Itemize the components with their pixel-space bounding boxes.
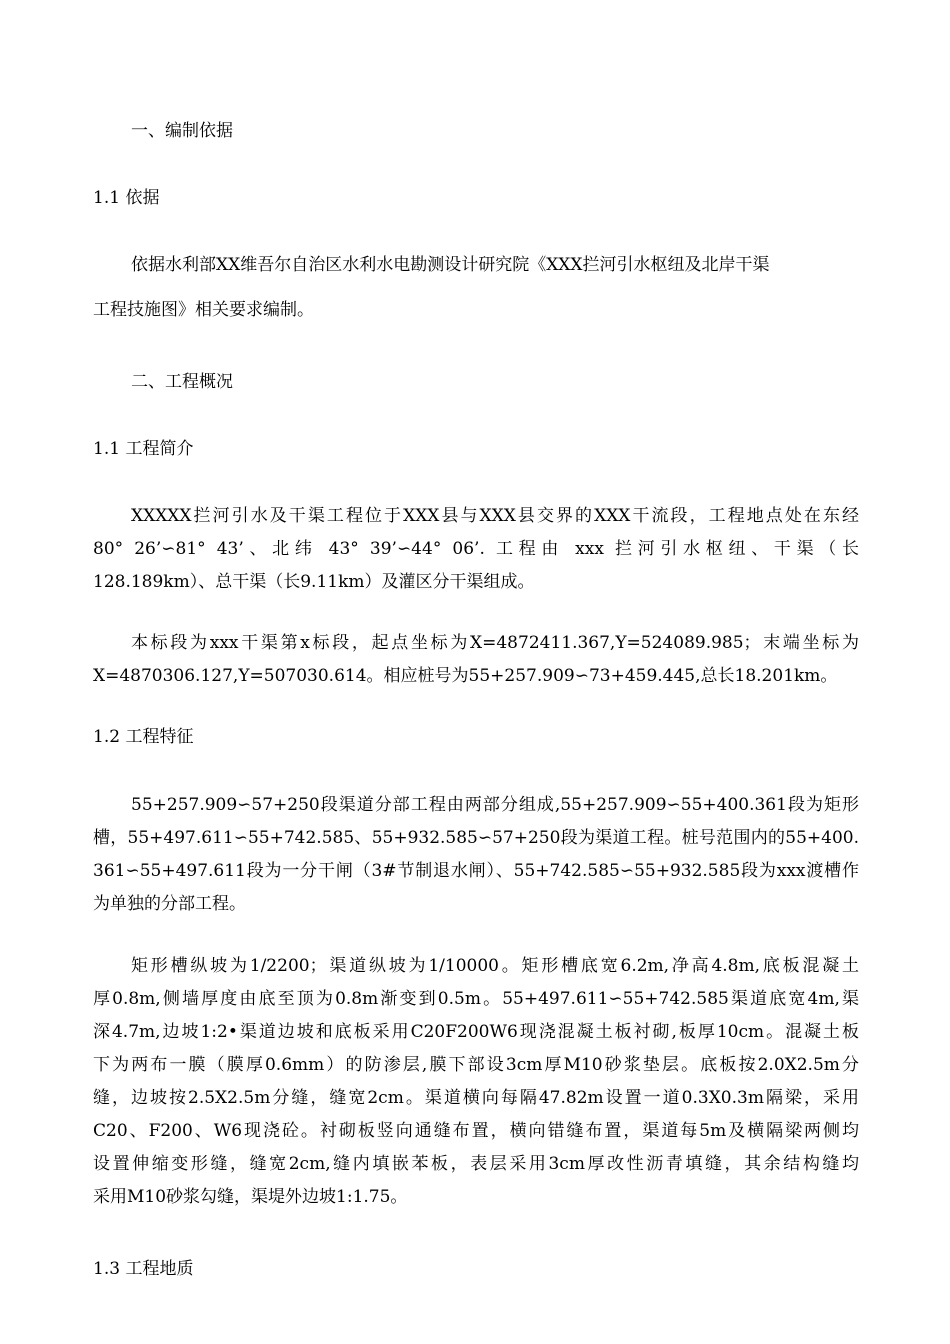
text-line: 本标段为xxx干渠第x标段，起点坐标为X=4872411.367,Y=524089.985；末端坐标为 bbox=[131, 633, 859, 653]
text-line: 矩形槽纵坡为1/2200；渠道纵坡为1/10000。矩形槽底宽6.2m,净高4.8m,底板混凝土 bbox=[131, 956, 859, 976]
text-line: 361∽55+497.611段为一分干闸（3#节制退水闸）、55+742.585∽55+932.585段为xxx渡槽作 bbox=[93, 861, 859, 881]
text-line: 槽，55+497.611∽55+742.585、55+932.585∽57+250段为渠道工程。桩号范围内的55+400. bbox=[93, 828, 859, 848]
text-line: XXXXX拦河引水及干渠工程位于XXX县与XXX县交界的XXX干流段，工程地点处在东经 bbox=[131, 506, 859, 526]
text-line: 工程技施图》相关要求编制。 bbox=[93, 300, 314, 320]
text-line: 下为两布一膜（膜厚0.6mm）的防渗层,膜下部设3cm厚M10砂浆垫层。底板按2.0X2.5m分 bbox=[93, 1055, 859, 1075]
subsection-heading-features: 1.2 工程特征 bbox=[93, 727, 194, 747]
subsection-heading-geology: 1.3 工程地质 bbox=[93, 1259, 194, 1279]
subsection-heading-intro: 1.1 工程简介 bbox=[93, 439, 194, 459]
text-line: 厚0.8m,侧墙厚度由底至顶为0.8m渐变到0.5m。55+497.611∽55+742.585渠道底宽4m,渠 bbox=[93, 989, 859, 1009]
text-line: 128.189km）、总干渠（长9.11km）及灌区分干渠组成。 bbox=[93, 572, 535, 592]
paragraph-features-composition bbox=[93, 795, 859, 914]
section-heading-basis: 一、编制依据 bbox=[131, 121, 233, 141]
text-line: 深4.7m,边坡1:2•渠道边坡和底板采用C20F200W6现浇混凝土板衬砌,板厚10cm。混凝土板 bbox=[93, 1022, 859, 1042]
text-line: C20、F200、W6现浇砼。衬砌板竖向通缝布置，横向错缝布置，渠道每5m及横隔梁两侧均 bbox=[93, 1121, 859, 1141]
subsection-heading-basis: 1.1 依据 bbox=[93, 188, 160, 208]
text-line: 采用M10砂浆勾缝，渠堤外边坡1:1.75。 bbox=[93, 1187, 408, 1207]
paragraph-features-dimensions bbox=[93, 956, 859, 1207]
text-line: 缝，边坡按2.5X2.5m分缝，缝宽2cm。渠道横向每隔47.82m设置一道0.3X0.3m隔梁，采用 bbox=[93, 1088, 859, 1108]
paragraph-intro-location bbox=[93, 506, 859, 592]
text-line: 为单独的分部工程。 bbox=[93, 894, 246, 914]
section-heading-overview: 二、工程概况 bbox=[131, 372, 233, 392]
text-line: 设置伸缩变形缝，缝宽2cm,缝内填嵌苯板，表层采用3cm厚改性沥青填缝，其余结构缝均 bbox=[93, 1154, 859, 1174]
paragraph-basis bbox=[93, 255, 859, 320]
text-line: 依据水利部XX维吾尔自治区水利水电勘测设计研究院《XXX拦河引水枢纽及北岸干渠 bbox=[131, 255, 770, 275]
text-line: 80° 26’∽81° 43’、北纬 43° 39’∽44° 06’. 工程由 xxx 拦河引水枢纽、干渠（长 bbox=[93, 539, 859, 559]
text-line: X=4870306.127,Y=507030.614。相应桩号为55+257.909∽73+459.445,总长18.201km。 bbox=[93, 666, 838, 686]
text-line: 55+257.909∽57+250段渠道分部工程由两部分组成,55+257.909∽55+400.361段为矩形 bbox=[131, 795, 859, 815]
paragraph-intro-coordinates bbox=[93, 633, 859, 686]
